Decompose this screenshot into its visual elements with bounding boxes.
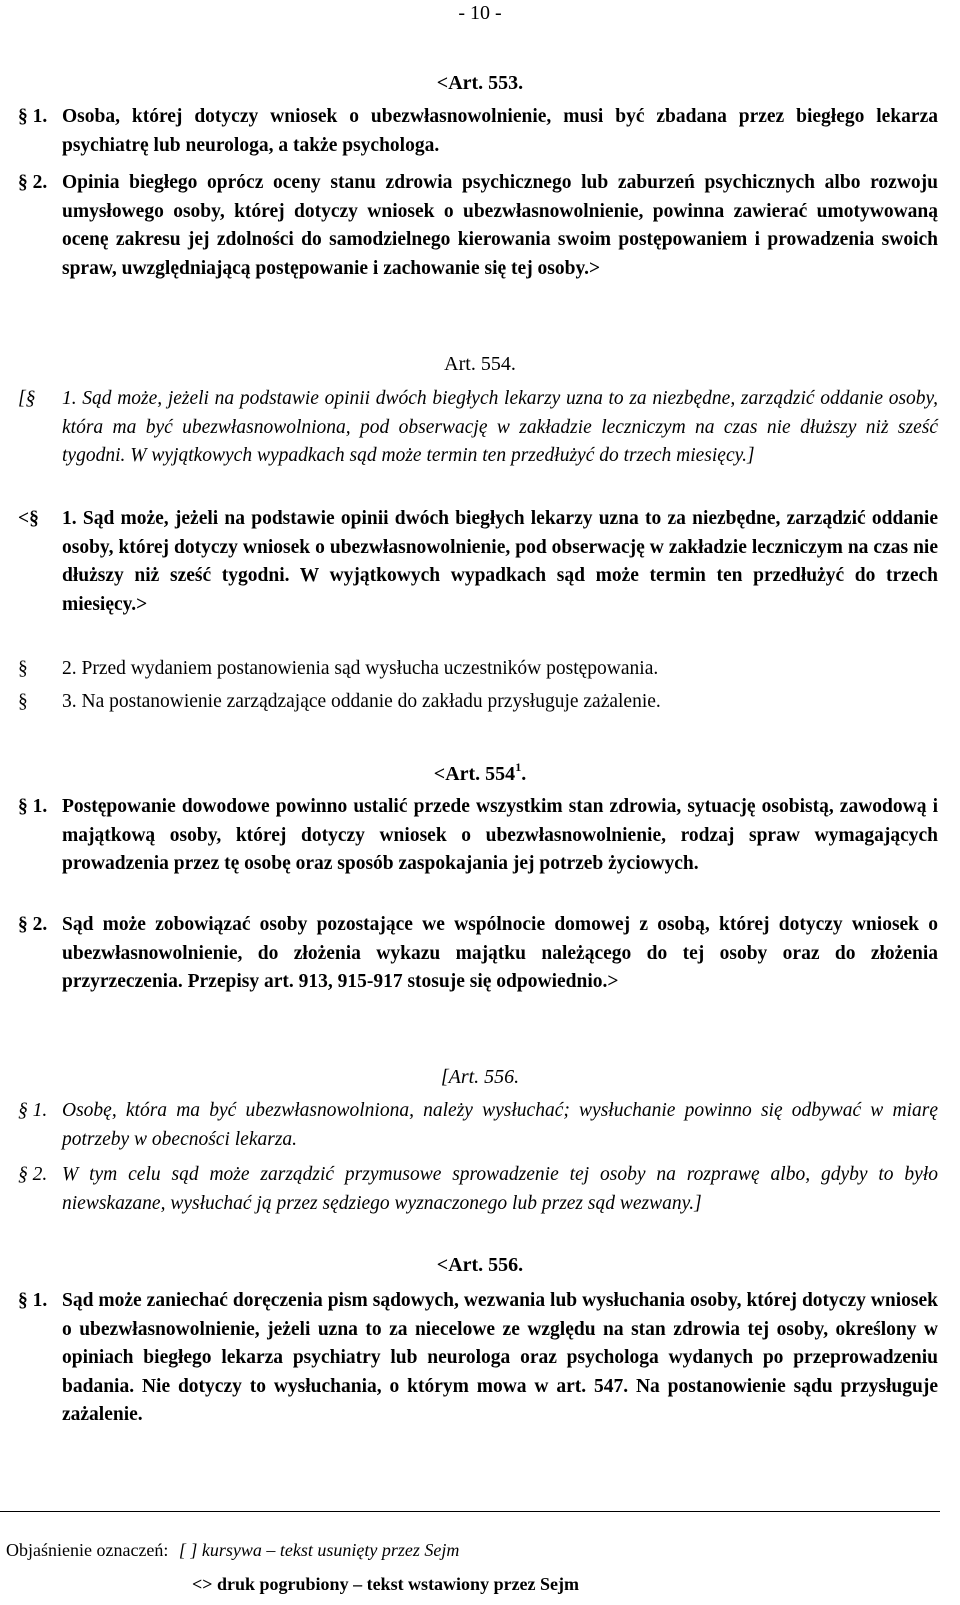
article-554-paragraph-1-added: <§ 1. Sąd może, jeżeli na podstawie opinii dwóch biegłych lekarzy uzna to za niezbędne, zarządzić oddanie osoby, której dotyczy wniosek o ubezwłasnowolnienie, pod obserwację w zakładzie leczniczym na czas nie dłuższy niż sześć tygodni. W wyjątkowych wypadkach sąd może termin ten przedłużyć do trzech miesięcy.> <box>62 505 938 619</box>
footer-divider <box>0 1511 940 1512</box>
footer-legend-removed <box>6 1540 459 1561</box>
article-554-heading: Art. 554. <box>444 353 516 375</box>
article-554-1-paragraph-1: § 1. Postępowanie dowodowe powinno ustalić przede wszystkim stan zdrowia, sytuację osobistą, zawodową i majątkową osoby, której dotyczy wniosek o ubezwłasnowolnienie, rodzaj spraw wymagających prowadzenia przez tę osobę oraz sposób zaspokajania jej potrzeb życiowych. <box>62 793 938 879</box>
article-556-added-heading: <Art. 556. <box>436 1254 524 1276</box>
article-553-heading: <Art. 553. <box>436 72 524 94</box>
article-556-removed-paragraph-1: § 1. Osobę, która ma być ubezwłasnowolniona, należy wysłuchać; wysłuchanie powinno się odbywać w miarę potrzeby w obecności lekarza. <box>62 1097 938 1154</box>
section-sign: § 2. <box>18 914 48 935</box>
article-554-paragraph-2: § 2. Przed wydaniem postanowienia sąd wysłucha uczestników postępowania. <box>62 655 938 684</box>
angle-section-sign: <§ <box>18 508 39 529</box>
article-554-1-heading: <Art. $554^1$. <box>433 760 527 785</box>
section-sign: § 1. <box>18 796 48 817</box>
article-553-paragraph-2: § 2. Opinia biegłego oprócz oceny stanu zdrowia psychicznego lub zaburzeń psychicznych albo rozwoju umysłowego osoby, której dotyczy wniosek o ubezwłasnowolnienie, powinna zawierać umotywowaną ocenę zakresu jej zdolności do samodzielnego kierowania swoim postępowaniem i prowadzenia swoich spraw, uwzględniającą postępowanie i zachowanie się tej osoby.> <box>62 169 938 283</box>
footer-label: Objaśnienie oznaczeń: <box>6 1540 169 1560</box>
article-556-added-paragraph-1: § 1. Sąd może zaniechać doręczenia pism sądowych, wezwania lub wysłuchania osoby, której dotyczy wniosek o ubezwłasnowolnienie, jeżeli uzna to za niecelowe ze względu na stan zdrowia tej osoby, określony w opiniach biegłego lekarza psychiatry lub neurologa oraz psychologa wydanych po przeprowadzeniu badania. Nie dotyczy to wysłuchania, o którym mowa w art. 547. Na postanowienie sądu przysługuje zażalenie. <box>62 1287 938 1430</box>
article-554-1-paragraph-2: § 2. Sąd może zobowiązać osoby pozostające we wspólnocie domowej z osobą, której dotyczy wniosek o ubezwłasnowolnienie, do złożenia wykazu majątku należącego do tej osoby oraz do złożenia przyrzeczenia. Przepisy art. 913, 915-917 stosuje się odpowiednio.> <box>62 911 938 997</box>
article-554-paragraph-1-removed: [§ 1. Sąd może, jeżeli na podstawie opinii dwóch biegłych lekarzy uzna to za niezbędne, zarządzić oddanie osoby, która ma być ubezwłasnowolniona, pod obserwację w zakładzie leczniczym na czas nie dłuższy niż sześć tygodni. W wyjątkowych wypadkach sąd może termin ten przedłużyć do trzech miesięcy.] <box>62 385 938 471</box>
legend-removed: [ ] kursywa – tekst usunięty przez Sejm <box>178 1540 460 1560</box>
article-553-paragraph-1: § 1. Osoba, której dotyczy wniosek o ubezwłasnowolnienie, musi być zbadana przez biegłego lekarza psychiatrę lub neurologa, a także psychologa. <box>62 103 938 160</box>
bracket-section-sign: [§ <box>18 388 36 409</box>
section-sign: § <box>18 658 28 679</box>
section-sign: § 2. <box>18 1164 48 1185</box>
page-number: - 10 - <box>458 2 502 24</box>
article-556-removed-paragraph-2: § 2. W tym celu sąd może zarządzić przymusowe sprowadzenie tej osoby na rozprawę albo, gdyby to było niewskazane, wysłuchać ją przez sędziego wyznaczonego lub przez sąd wezwany.] <box>62 1161 938 1218</box>
section-sign: § <box>18 691 28 712</box>
article-554-paragraph-3: § 3. Na postanowienie zarządzające oddanie do zakładu przysługuje zażalenie. <box>62 688 938 717</box>
legend-added: <> druk pogrubiony – tekst wstawiony przez Sejm <box>192 1574 580 1594</box>
article-556-removed-heading: [Art. 556. <box>440 1066 520 1088</box>
section-sign: § 1. <box>18 1290 48 1311</box>
section-sign: § 1. <box>18 1100 48 1121</box>
section-sign: § 1. <box>18 106 48 127</box>
section-sign: § 2. <box>18 172 48 193</box>
